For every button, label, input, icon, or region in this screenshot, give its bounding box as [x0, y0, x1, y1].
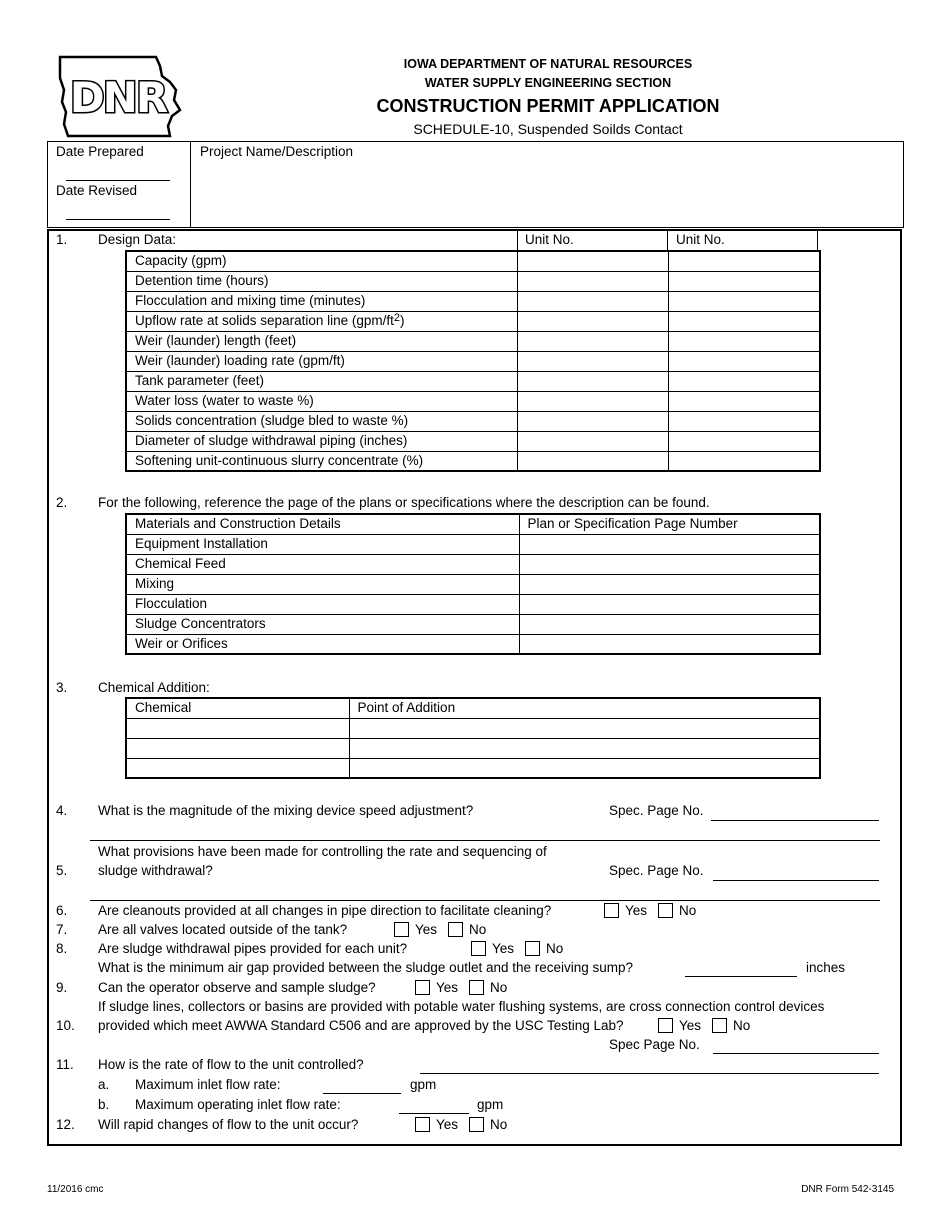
design-item: Solids concentration (sludge bled to waste %): [126, 411, 517, 431]
air-gap-unit: inches: [806, 960, 846, 975]
table-row: [126, 291, 820, 311]
table-row: [126, 431, 820, 451]
unit2-value[interactable]: [668, 371, 820, 391]
design-item: Water loss (water to waste %): [126, 391, 517, 411]
design-data-table: [125, 250, 821, 472]
q11b-text: Maximum operating inlet flow rate:: [135, 1097, 341, 1112]
unit1-value[interactable]: [517, 391, 668, 411]
point-of-addition-value[interactable]: [349, 738, 820, 758]
q11-text: How is the rate of flow to the unit controlled?: [98, 1057, 364, 1072]
q10-number: 10.: [56, 1018, 75, 1033]
chemical-col-header: Chemical: [126, 698, 349, 718]
table-row: [126, 534, 820, 554]
q4-spec-label: Spec. Page No.: [609, 803, 704, 818]
unit1-value[interactable]: [517, 371, 668, 391]
point-of-addition-value[interactable]: [349, 718, 820, 738]
air-gap-question: What is the minimum air gap provided between the sludge outlet and the receiving sump?: [98, 960, 634, 975]
q9-text: Can the operator observe and sample sludge?: [98, 980, 376, 995]
q4-spec-page-field[interactable]: [711, 820, 879, 821]
q10-spec-page-field[interactable]: [713, 1053, 879, 1054]
material-item: Mixing: [126, 574, 519, 594]
q9-yes-checkbox[interactable]: [415, 980, 430, 995]
unit1-value[interactable]: [517, 291, 668, 311]
table-row: [126, 554, 820, 574]
q5-answer-line[interactable]: [90, 900, 880, 901]
table-row: [126, 271, 820, 291]
table-row: [126, 614, 820, 634]
unit-col-1-header: Unit No.: [525, 232, 574, 247]
q10-yes-label: Yes: [679, 1018, 702, 1033]
table-row: [126, 594, 820, 614]
q11a-label: a.: [98, 1077, 110, 1092]
unit2-value[interactable]: [668, 311, 820, 331]
q8-number: 8.: [56, 941, 68, 956]
materials-col-header: Materials and Construction Details: [126, 514, 519, 534]
page-number-value[interactable]: [519, 574, 820, 594]
chemical-addition-table: [125, 697, 821, 779]
q12-no-label: No: [490, 1117, 508, 1132]
table-row: [126, 738, 820, 758]
table-row: [126, 574, 820, 594]
table-row: [126, 411, 820, 431]
q5-text-line2: sludge withdrawal?: [98, 863, 213, 878]
table-header-row: [126, 514, 820, 534]
material-item: Flocculation: [126, 594, 519, 614]
q7-number: 7.: [56, 922, 68, 937]
q4-number: 4.: [56, 803, 68, 818]
unit1-value[interactable]: [517, 451, 668, 471]
date-revised-field[interactable]: [66, 219, 170, 220]
q1-label: Design Data:: [98, 232, 177, 247]
q6-no-checkbox[interactable]: [658, 903, 673, 918]
page-number-value[interactable]: [519, 594, 820, 614]
design-item: Capacity (gpm): [126, 251, 517, 271]
q8-yes-label: Yes: [492, 941, 515, 956]
chemical-value[interactable]: [126, 758, 349, 778]
q10-no-label: No: [733, 1018, 751, 1033]
q9-no-checkbox[interactable]: [469, 980, 484, 995]
design-item: Tank parameter (feet): [126, 371, 517, 391]
q5-text-line1: What provisions have been made for controlling the rate and sequencing of: [98, 844, 547, 859]
q7-yes-checkbox[interactable]: [394, 922, 409, 937]
air-gap-field[interactable]: [685, 976, 797, 977]
q7-text: Are all valves located outside of the tank?: [98, 922, 348, 937]
unit2-value[interactable]: [668, 291, 820, 311]
q10-no-checkbox[interactable]: [712, 1018, 727, 1033]
q6-no-label: No: [679, 903, 697, 918]
footer-revision: 11/2016 cmc: [47, 1184, 104, 1195]
q12-no-checkbox[interactable]: [469, 1117, 484, 1132]
form-subtitle: SCHEDULE-10, Suspended Soilds Contact: [413, 121, 683, 137]
point-of-addition-value[interactable]: [349, 758, 820, 778]
q8-no-checkbox[interactable]: [525, 941, 540, 956]
q12-yes-label: Yes: [436, 1117, 459, 1132]
footer-form-number: DNR Form 542-3145: [801, 1184, 894, 1195]
unit2-value[interactable]: [668, 431, 820, 451]
q4-text: What is the magnitude of the mixing device speed adjustment?: [98, 803, 474, 818]
unit2-value[interactable]: [668, 271, 820, 291]
table-row: [126, 371, 820, 391]
q10-text-line1: If sludge lines, collectors or basins are provided with potable water flushing systems, are cross connection control devices: [98, 999, 825, 1014]
design-item: Weir (launder) length (feet): [126, 331, 517, 351]
unit2-value[interactable]: [668, 451, 820, 471]
max-operating-flow-field[interactable]: [399, 1113, 469, 1114]
dnr-logo: [54, 54, 184, 140]
unit1-value[interactable]: [517, 351, 668, 371]
unit1-value[interactable]: [517, 411, 668, 431]
page-number-value[interactable]: [519, 614, 820, 634]
design-item-upflow: [126, 311, 517, 331]
unit-header-divider: [667, 229, 668, 250]
table-row: [126, 758, 820, 778]
q6-yes-checkbox[interactable]: [604, 903, 619, 918]
q5-number: 5.: [56, 863, 68, 878]
design-item: Detention time (hours): [126, 271, 517, 291]
upflow-close: ): [400, 312, 405, 328]
table-row: [126, 634, 820, 654]
unit2-value[interactable]: [668, 331, 820, 351]
q5-spec-label: Spec. Page No.: [609, 863, 704, 878]
table-row: [126, 351, 820, 371]
unit2-value[interactable]: [668, 251, 820, 271]
q2-number: 2.: [56, 495, 68, 510]
q11b-unit: gpm: [477, 1097, 504, 1112]
q11a-text: Maximum inlet flow rate:: [135, 1077, 281, 1092]
q12-text: Will rapid changes of flow to the unit occur?: [98, 1117, 359, 1132]
q9-yes-label: Yes: [436, 980, 459, 995]
date-prepared-field[interactable]: [66, 180, 170, 181]
q11b-label: b.: [98, 1097, 110, 1112]
upflow-label: Upflow rate at solids separation line (gpm/ft: [135, 312, 394, 328]
project-box-divider: [190, 141, 191, 228]
q6-number: 6.: [56, 903, 68, 918]
chemical-value[interactable]: [126, 718, 349, 738]
project-name-label: Project Name/Description: [200, 144, 354, 159]
table-row: [126, 718, 820, 738]
q8-yes-checkbox[interactable]: [471, 941, 486, 956]
project-name-field[interactable]: [196, 162, 896, 222]
q12-yes-checkbox[interactable]: [415, 1117, 430, 1132]
q10-yes-checkbox[interactable]: [658, 1018, 673, 1033]
q6-yes-label: Yes: [625, 903, 648, 918]
q11-answer-field[interactable]: [420, 1073, 879, 1074]
table-header-row: [126, 698, 820, 718]
materials-table: [125, 513, 821, 655]
section-name: WATER SUPPLY ENGINEERING SECTION: [424, 76, 672, 90]
q6-text: Are cleanouts provided at all changes in pipe direction to facilitate cleaning?: [98, 903, 552, 918]
q7-yes-label: Yes: [415, 922, 438, 937]
material-item: Chemical Feed: [126, 554, 519, 574]
q9-number: 9.: [56, 980, 68, 995]
unit1-value[interactable]: [517, 251, 668, 271]
chemical-value[interactable]: [126, 738, 349, 758]
date-revised-label: Date Revised: [56, 183, 138, 198]
unit-col-2-header: Unit No.: [676, 232, 725, 247]
q8-no-label: No: [546, 941, 564, 956]
page-number-value[interactable]: [519, 554, 820, 574]
unit2-value[interactable]: [668, 411, 820, 431]
q10-text-line2: provided which meet AWWA Standard C506 and are approved by the USC Testing Lab?: [98, 1018, 624, 1033]
superscript: 2: [393, 311, 400, 324]
table-row: [126, 451, 820, 471]
design-item: Softening unit-continuous slurry concentrate (%): [126, 451, 517, 471]
date-prepared-label: Date Prepared: [56, 144, 144, 159]
form-title: CONSTRUCTION PERMIT APPLICATION: [376, 96, 720, 116]
material-item: Weir or Orifices: [126, 634, 519, 654]
max-inlet-flow-field[interactable]: [323, 1093, 401, 1094]
org-name: IOWA DEPARTMENT OF NATURAL RESOURCES: [403, 57, 693, 71]
q5-spec-page-field[interactable]: [713, 880, 879, 881]
page-number-value[interactable]: [519, 534, 820, 554]
unit1-value[interactable]: [517, 331, 668, 351]
q7-no-checkbox[interactable]: [448, 922, 463, 937]
q3-label: Chemical Addition:: [98, 680, 210, 695]
unit1-value[interactable]: [517, 311, 668, 331]
table-row: [126, 251, 820, 271]
q11a-unit: gpm: [410, 1077, 437, 1092]
material-item: Equipment Installation: [126, 534, 519, 554]
unit1-value[interactable]: [517, 271, 668, 291]
q12-number: 12.: [56, 1117, 75, 1132]
page-number-col-header: Plan or Specification Page Number: [519, 514, 820, 534]
design-item: Diameter of sludge withdrawal piping (inches): [126, 431, 517, 451]
design-item: Weir (launder) loading rate (gpm/ft): [126, 351, 517, 371]
q7-no-label: No: [469, 922, 487, 937]
table-row: [126, 331, 820, 351]
q3-number: 3.: [56, 680, 68, 695]
dnr-logo-graphic: [54, 54, 184, 140]
unit1-value[interactable]: [517, 431, 668, 451]
q10-spec-label: Spec Page No.: [609, 1037, 700, 1052]
q2-label: For the following, reference the page of the plans or specifications where the description can be found.: [98, 495, 710, 510]
q1-number: 1.: [56, 232, 68, 247]
design-item: Flocculation and mixing time (minutes): [126, 291, 517, 311]
logo-text: DNR: [69, 73, 167, 122]
page-number-value[interactable]: [519, 634, 820, 654]
table-row: [126, 391, 820, 411]
material-item: Sludge Concentrators: [126, 614, 519, 634]
q9-no-label: No: [490, 980, 508, 995]
q11-number: 11.: [56, 1057, 74, 1072]
point-of-addition-col-header: Point of Addition: [349, 698, 820, 718]
unit2-value[interactable]: [668, 391, 820, 411]
q8-text: Are sludge withdrawal pipes provided for each unit?: [98, 941, 408, 956]
unit2-value[interactable]: [668, 351, 820, 371]
table-row: [126, 311, 820, 331]
q4-answer-line[interactable]: [90, 840, 880, 841]
